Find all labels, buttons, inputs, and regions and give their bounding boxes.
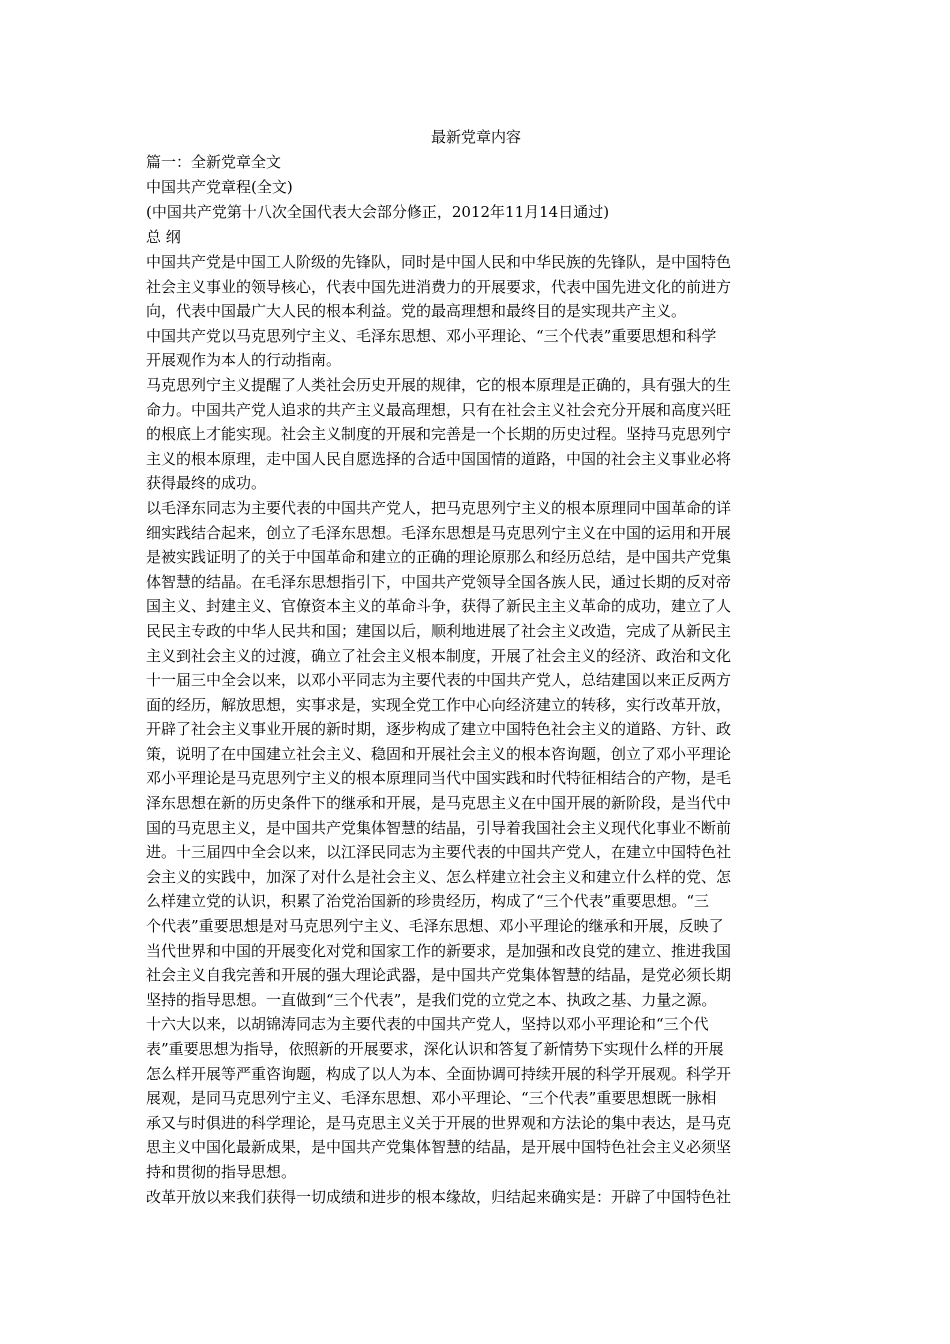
paragraph-line: 主义的根本原理，走中国人民自愿选择的合适中国国情的道路，中国的社会主义事业必将 (146, 449, 732, 468)
document-title: 最新党章内容 (430, 128, 521, 146)
paragraph-line: 面的经历，解放思想，实事求是，实现全党工作中心向经济建立的转移，实行改革开放， (146, 695, 732, 714)
paragraph-line: 怎么样开展等严重咨询题，构成了以人为本、全面协调可持续开展的科学开展观。科学开 (146, 1064, 732, 1083)
paragraph-line: 主义到社会主义的过渡，确立了社会主义根本制度，开展了社会主义的经济、政治和文化 (146, 646, 732, 665)
paragraph-line: 表”重要思想为指导，依照新的开展要求，深化认识和答复了新情势下实现什么样的开展 (146, 1040, 724, 1058)
paragraph-line: 么样建立党的认识，积累了治党治国新的珍贵经历，构成了“三个代表”重要思想。“三 (146, 892, 710, 911)
document-page (146, 124, 806, 1209)
paragraph-line: 十一届三中全会以来，以邓小平同志为主要代表的中国共产党人，总结建国以来正反两方 (146, 671, 732, 690)
paragraph (146, 250, 806, 324)
paragraph-line: 社会主义自我完善和开展的强大理论武器，是中国共产党集体智慧的结晶，是党必须长期 (146, 966, 732, 985)
paragraph-line: 以毛泽东同志为主要代表的中国共产党人，把马克思列宁主义的根本原理同中国革命的详 (146, 498, 732, 517)
paragraph-line: 国的马克思主义，是中国共产党集体智慧的结晶，引导着我国社会主义现代化事业不断前 (146, 818, 732, 837)
paragraph-line: 是被实践证明了的关于中国革命和建立的正确的理论原那么和经历总结，是中国共产党集 (146, 548, 732, 567)
paragraph-line: 个代表”重要思想是对马克思列宁主义、毛泽东思想、邓小平理论的继承和开展，反映了 (146, 917, 724, 936)
paragraph-line: 的根底上才能实现。社会主义制度的开展和完善是一个长期的历史过程。坚持马克思列宁 (146, 425, 732, 444)
paragraph-line: 邓小平理论是马克思列宁主义的根本原理同当代中国实践和时代特征相结合的产物，是毛 (146, 769, 732, 788)
paragraph (146, 1012, 806, 1184)
paragraph (146, 1185, 806, 1210)
paragraph-line: 思主义中国化最新成果，是中国共产党集体智慧的结晶，是开展中国特色社会主义必须坚 (146, 1138, 732, 1157)
paragraph-line: 命力。中国共产党人追求的共产主义最高理想，只有在社会主义社会充分开展和高度兴旺 (146, 400, 732, 419)
paragraph-line: 民民主专政的中华人民共和国；建国以后，顺利地进展了社会主义改造，完成了从新民主 (146, 621, 732, 640)
part-heading: 总 纲 (146, 228, 181, 246)
paragraph-line: 国主义、封建主义、官僚资本主义的革命斗争，获得了新民主主义革命的成功，建立了人 (146, 597, 732, 616)
paragraph-line: 马克思列宁主义提醒了人类社会历史开展的规律，它的根本原理是正确的，具有强大的生 (146, 375, 732, 394)
paragraph-line: 策，说明了在中国建立社会主义、稳固和开展社会主义的根本咨询题，创立了邓小平理论 (146, 744, 732, 763)
paragraph-line: 开辟了社会主义事业开展的新时期，逐步构成了建立中国特色社会主义的道路、方针、政 (146, 720, 732, 739)
paragraph-line: 泽东思想在新的历史条件下的继承和开展，是马克思主义在中国开展的新阶段，是当代中 (146, 794, 732, 813)
paragraph-line: 细实践结合起来，创立了毛泽东思想。毛泽东思想是马克思列宁主义在中国的运用和开展 (146, 523, 732, 542)
paragraph-line: 进。十三届四中全会以来，以江泽民同志为主要代表的中国共产党人，在建立中国特色社 (146, 843, 732, 862)
paragraph-line: 开展观作为本人的行动指南。 (146, 351, 342, 370)
paragraph-line: 坚持的指导思想。一直做到“三个代表”，是我们党的立党之本、执政之基、力量之源。 (146, 990, 717, 1009)
paragraph (146, 496, 806, 1012)
paragraph-line: 持和贯彻的指导思想。 (146, 1162, 297, 1181)
paragraph-line: 当代世界和中国的开展变化对党和国家工作的新要求，是加强和改良党的建立、推进我国 (146, 941, 732, 960)
body-paragraphs (146, 250, 806, 1209)
document-note: (中国共产党第十八次全国代表大会部分修正，2012年11月14日通过) (146, 203, 610, 221)
document-name: 中国共产党章程(全文) (146, 178, 293, 196)
paragraph-line: 体智慧的结晶。在毛泽东思想指引下，中国共产党领导全国各族人民，通过长期的反对帝 (146, 572, 732, 591)
paragraph-line: 社会主义事业的领导核心，代表中国先进消费力的开展要求，代表中国先进文化的前进方 (146, 277, 732, 296)
paragraph-line: 十六大以来，以胡锦涛同志为主要代表的中国共产党人，坚持以邓小平理论和“三个代 (146, 1015, 709, 1034)
paragraph-line: 展观，是同马克思列宁主义、毛泽东思想、邓小平理论、“三个代表”重要思想既一脉相 (146, 1089, 717, 1108)
paragraph-line: 承又与时俱进的科学理论，是马克思主义关于开展的世界观和方法论的集中表达，是马克 (146, 1113, 732, 1132)
paragraph-line: 中国共产党是中国工人阶级的先锋队，同时是中国人民和中华民族的先锋队，是中国特色 (146, 253, 732, 271)
paragraph-line: 会主义的实践中，加深了对什么是社会主义、怎么样建立社会主义和建立什么样的党、怎 (146, 867, 732, 886)
paragraph (146, 373, 806, 496)
paragraph-line: 获得最终的成功。 (146, 474, 267, 493)
section-heading: 篇一：全新党章全文 (146, 153, 282, 171)
paragraph-line: 向，代表中国最广大人民的根本利益。党的最高理想和最终目的是实现共产主义。 (146, 302, 687, 321)
paragraph-line: 中国共产党以马克思列宁主义、毛泽东思想、邓小平理论、“三个代表”重要思想和科学 (146, 326, 717, 345)
paragraph-line: 改革开放以来我们获得一切成绩和进步的根本缘故，归结起来确实是：开辟了中国特色社 (146, 1187, 732, 1206)
paragraph (146, 324, 806, 373)
